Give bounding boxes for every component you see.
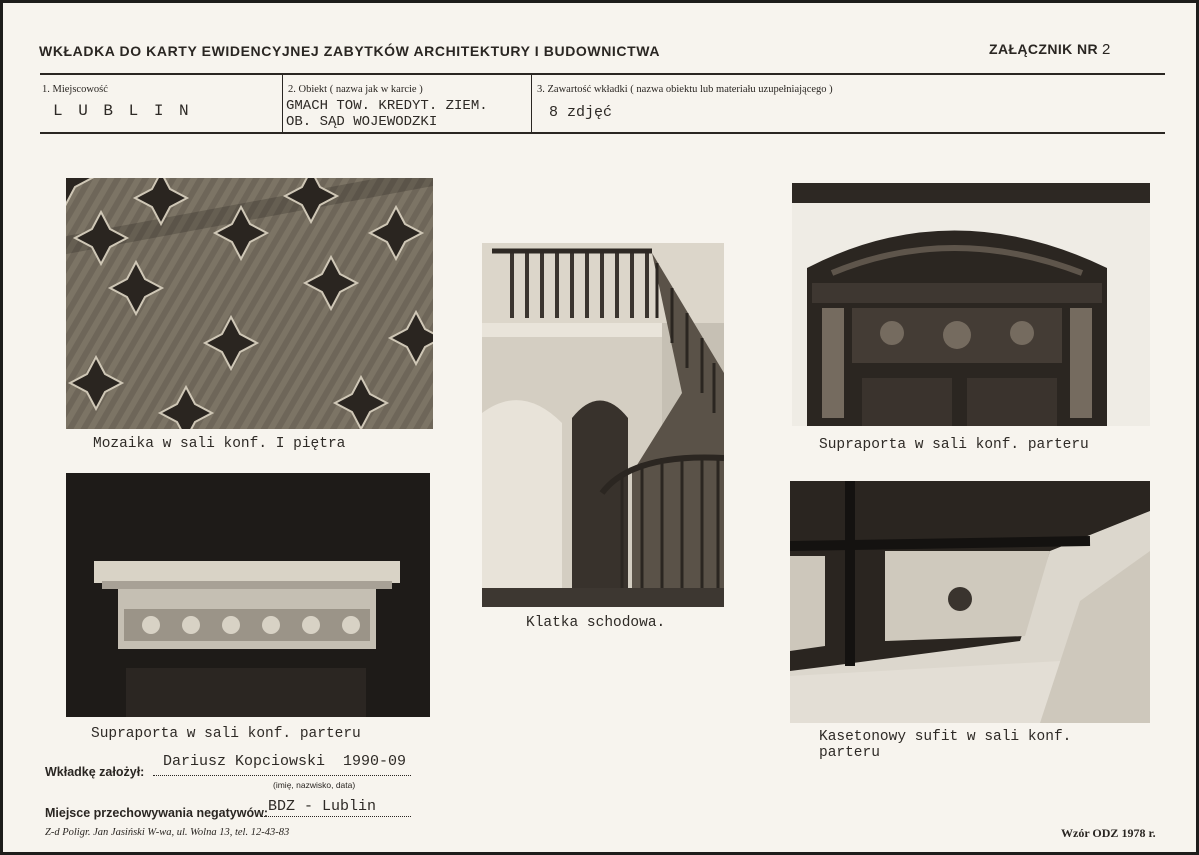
parquet-floor-photo: [66, 178, 433, 429]
caption-ceiling-line1: Kasetonowy sufit w sali konf.: [819, 729, 1072, 745]
coffered-ceiling-image: [790, 481, 1150, 723]
object-value-line1: GMACH TOW. KREDYT. ZIEM.: [286, 98, 488, 114]
caption-overdoor-panel: Supraporta w sali konf. parteru: [91, 726, 361, 742]
door-pediment-photo: [792, 183, 1150, 426]
negatives-label: Miejsce przechowywania negatywów:: [45, 806, 268, 820]
record-card: [3, 3, 1196, 852]
fields-bottom-rule: [40, 132, 1165, 134]
staircase-photo: [482, 243, 724, 607]
overdoor-panel-photo: [66, 473, 430, 717]
locality-value: L U B L I N: [53, 102, 192, 120]
object-value-line2: OB. SĄD WOJEWODZKI: [286, 114, 438, 130]
staircase-image: [482, 243, 724, 607]
content-value: 8 zdjęć: [549, 104, 613, 121]
form-model: Wzór ODZ 1978 r.: [1061, 826, 1156, 840]
coffered-ceiling-photo: [790, 481, 1150, 723]
annex-label: [989, 41, 1111, 58]
field-divider-2: [531, 75, 532, 132]
caption-door-pediment: Supraporta w sali konf. parteru: [819, 437, 1089, 453]
founder-label: Wkładkę założył:: [45, 765, 145, 779]
negatives-value: BDZ - Lublin: [268, 798, 377, 815]
top-rule: [40, 73, 1165, 75]
caption-parquet: Mozaika w sali konf. I piętra: [93, 436, 346, 452]
content-label: 3. Zawartość wkładki ( nazwa obiektu lub materiału uzupełniającego ): [537, 84, 833, 95]
founder-value: Dariusz Kopciowski 1990-09: [163, 753, 407, 770]
object-label: 2. Obiekt ( nazwa jak w karcie ): [288, 84, 423, 95]
printer-note: Z-d Poligr. Jan Jasiński W-wa, ul. Wolna 13, tel. 12-43-83: [45, 827, 290, 838]
founder-dotline: [153, 775, 411, 776]
door-pediment-image: [792, 183, 1150, 426]
parquet-floor-image: [66, 178, 433, 429]
locality-label: 1. Miejscowość: [42, 84, 108, 95]
caption-ceiling-line2: parteru: [819, 745, 880, 761]
field-divider-1: [282, 75, 283, 132]
founder-hint: (imię, nazwisko, data): [273, 780, 356, 790]
annex-number: 2: [1102, 41, 1111, 58]
caption-staircase: Klatka schodowa.: [526, 615, 666, 631]
negatives-dotline: [261, 816, 411, 817]
annex-label-text: ZAŁĄCZNIK NR: [989, 41, 1099, 57]
card-title: WKŁADKA DO KARTY EWIDENCYJNEJ ZABYTKÓW ARCHITEKTURY I BUDOWNICTWA: [39, 43, 661, 59]
overdoor-panel-image: [66, 473, 430, 717]
